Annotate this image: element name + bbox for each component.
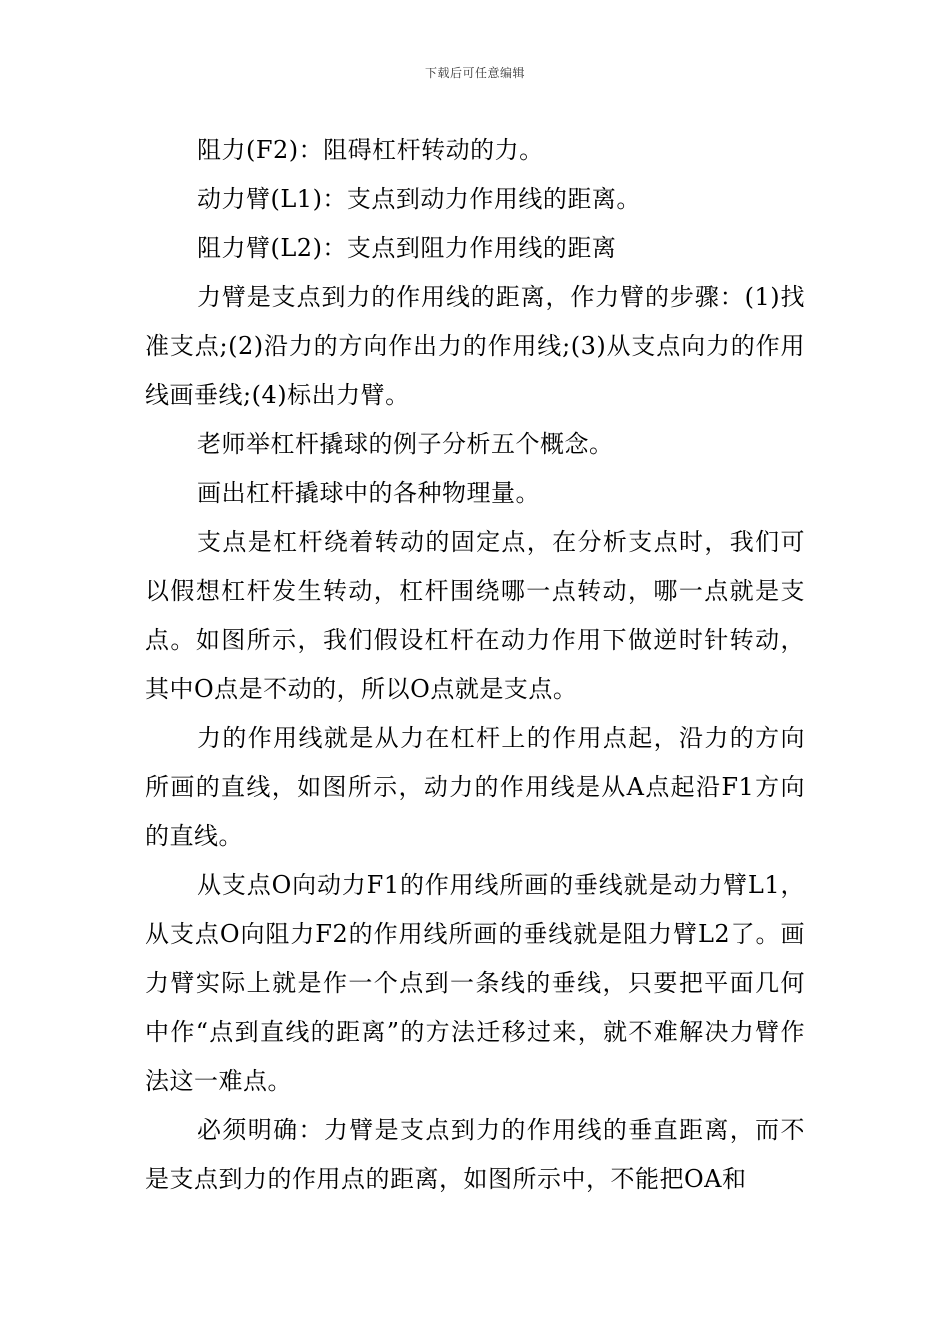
paragraph-resistance-arm: 阻力臂(L2)：支点到阻力作用线的距离 [197,234,617,262]
paragraph-fulcrum: 支点是杠杆绕着转动的固定点，在分析支点时，我们可以假想杠杆发生转动，杠杆围绕哪一点转动，哪一点就是支点。如图所示，我们假设杠杆在动力作用下做逆时针转动，其中O点是不动的，所以O点就是支点。 [145,528,805,703]
paragraph-line-of-action: 力的作用线就是从力在杠杆上的作用点起，沿力的方向所画的直线，如图所示，动力的作用线是从A点起沿F1方向的直线。 [145,724,805,850]
paragraph-draw-quantities: 画出杠杆撬球中的各种物理量。 [197,479,540,507]
paragraph-arm-steps: 力臂是支点到力的作用线的距离，作力臂的步骤：(1)找准支点;(2)沿力的方向作出力的作用线;(3)从支点向力的作用线画垂线;(4)标出力臂。 [145,283,805,409]
paragraph-effort-arm: 动力臂(L1)：支点到动力作用线的距离。 [197,185,641,213]
paragraph-teacher-example: 老师举杠杆撬球的例子分析五个概念。 [197,430,614,458]
paragraph-must-clarify: 必须明确：力臂是支点到力的作用线的垂直距离，而不是支点到力的作用点的距离，如图所示中，不能把OA和 [145,1116,805,1193]
paragraph-resistance-force: 阻力(F2)：阻碍杠杆转动的力。 [197,136,544,164]
paragraph-perpendicular: 从支点O向动力F1的作用线所画的垂线就是动力臂L1，从支点O向阻力F2的作用线所画的垂线就是阻力臂L2了。画力臂实际上就是作一个点到一条线的垂线，只要把平面几何中作“点到直线的距离”的方法迁移过来，就不难解决力臂作法这一难点。 [145,871,805,1095]
body-text [145,126,805,1204]
header-note: 下载后可任意编辑 [424,66,525,80]
